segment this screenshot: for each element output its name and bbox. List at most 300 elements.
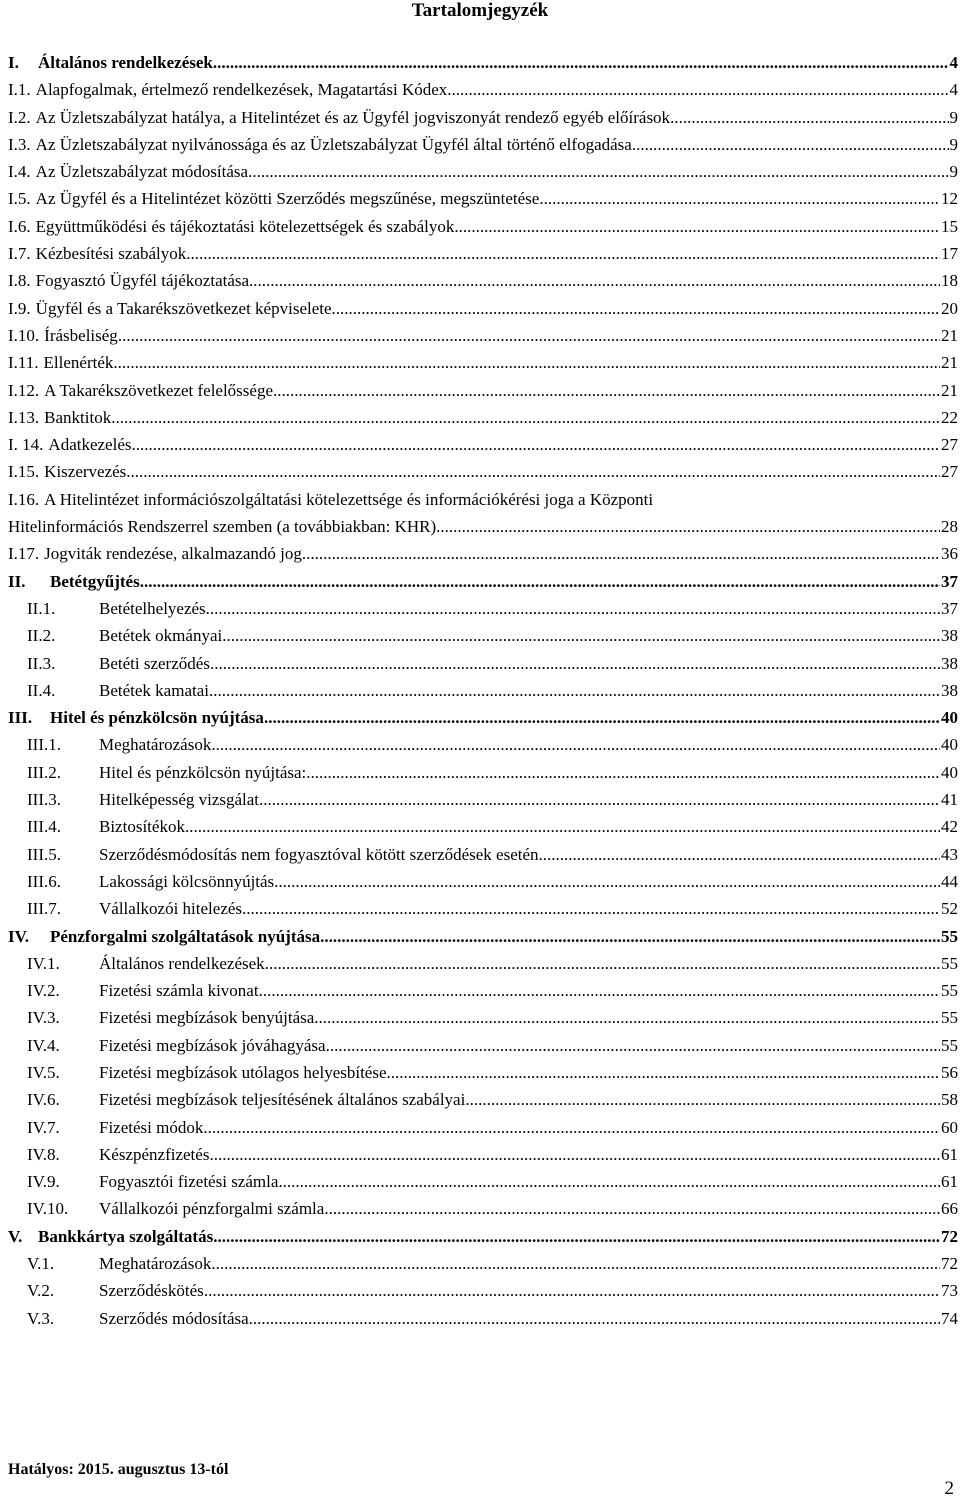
toc-entry-text: [8, 540, 302, 567]
leader-dots: [259, 981, 940, 1001]
leader-dots: [248, 162, 948, 182]
toc-entry[interactable]: [8, 404, 958, 431]
toc-entry-text: [8, 213, 454, 240]
toc-entry-page: 21: [941, 380, 958, 400]
toc-entry-label: Fizetési megbízások benyújtása: [99, 1008, 315, 1028]
toc-entry[interactable]: [8, 650, 958, 677]
toc-entry[interactable]: [8, 704, 958, 731]
toc-entry-page: 60: [941, 1117, 958, 1137]
toc-entry-text: [8, 895, 242, 922]
toc-entry-page: 55: [941, 926, 958, 946]
leader-dots: [140, 572, 940, 592]
toc-entry-number: IV.8.: [27, 1144, 60, 1164]
toc-entry-line: [8, 486, 958, 513]
leader-dots: [249, 271, 940, 291]
leader-dots: [306, 763, 940, 783]
leader-dots: [326, 1036, 940, 1056]
toc-entry[interactable]: [8, 786, 958, 813]
toc-entry-text: [8, 677, 209, 704]
toc-entry-text: [8, 786, 259, 813]
toc-entry-label: Fizetési megbízások utólagos helyesbítése: [99, 1062, 387, 1082]
toc-entry-line: [8, 950, 958, 977]
toc-entry[interactable]: [8, 76, 958, 103]
toc-entry-number: I. 14.: [8, 435, 44, 455]
toc-entry-page: 52: [941, 899, 958, 919]
toc-entry[interactable]: [8, 1223, 958, 1250]
leader-dots: [210, 654, 940, 674]
toc-entry-line: [8, 49, 958, 76]
toc-entry-number: I.13.: [8, 407, 40, 427]
leader-dots: [209, 1145, 940, 1165]
leader-dots: [242, 899, 940, 919]
toc-entry-label: Adatkezelés: [48, 435, 132, 455]
toc-entry-label: Fizetési módok: [99, 1117, 204, 1137]
toc-entry-label: Betétgyűjtés: [50, 571, 140, 591]
toc-entry-number: V.: [8, 1226, 23, 1246]
toc-entry-label: Írásbeliség: [44, 325, 118, 345]
toc-entry-page: 12: [941, 189, 958, 209]
toc-entry-label: Fogyasztó Ügyfél tájékoztatása: [35, 271, 250, 291]
toc-entry[interactable]: [8, 595, 958, 622]
toc-entry[interactable]: [8, 349, 958, 376]
toc-entry-line: [8, 267, 958, 294]
toc-entry-line: [8, 1250, 958, 1277]
toc-entry-number: II.: [8, 571, 26, 591]
leader-dots: [249, 1309, 940, 1329]
toc-entry-page: 40: [941, 735, 958, 755]
toc-entry-label: Kézbesítési szabályok: [35, 244, 187, 264]
toc-entry-label: Fogyasztói fizetési számla: [99, 1172, 279, 1192]
toc-entry[interactable]: [8, 158, 958, 185]
toc-entry-label: Az Üzletszabályzat módosítása: [35, 162, 249, 182]
toc-entry-line: [8, 1059, 958, 1086]
leader-dots: [454, 217, 940, 237]
leader-dots: [324, 1199, 940, 1219]
toc-entry[interactable]: [8, 677, 958, 704]
toc-entry-number: I.4.: [8, 162, 31, 182]
toc-entry-page: 38: [941, 680, 958, 700]
toc-entry-label: Hitel és pénzkölcsön nyújtása:: [99, 762, 307, 782]
toc-entry-page: 9: [949, 107, 958, 127]
toc-entry-page: 4: [949, 80, 958, 100]
toc-entry-line: [8, 977, 958, 1004]
toc-entry-page: 73: [941, 1281, 958, 1301]
toc-entry-label: Betétek kamatai: [99, 680, 209, 700]
toc-entry-line: [8, 677, 958, 704]
toc-entry-label: Vállalkozói pénzforgalmi számla: [99, 1199, 325, 1219]
toc-entry-label: Szerződésmódosítás nem fogyasztóval kötött szerződések esetén: [99, 844, 539, 864]
toc-entry[interactable]: [8, 131, 958, 158]
leader-dots: [203, 1118, 940, 1138]
toc-entry-number: III.4.: [27, 817, 61, 837]
toc-entry-line: [8, 1277, 958, 1304]
table-of-contents: [8, 49, 958, 1332]
toc-entry-text: [8, 76, 447, 103]
toc-entry-page: 27: [941, 435, 958, 455]
leader-dots: [211, 1254, 940, 1274]
toc-entry-line: [8, 759, 958, 786]
toc-entry-number: I.7.: [8, 244, 31, 264]
toc-entry[interactable]: [8, 950, 958, 977]
toc-entry[interactable]: [8, 377, 958, 404]
toc-entry-label: Ellenérték: [43, 353, 114, 373]
toc-entry-line: [8, 76, 958, 103]
toc-entry-line: [8, 131, 958, 158]
toc-entry-text: [8, 1223, 213, 1250]
toc-entry-page: 17: [941, 244, 958, 264]
toc-entry-line: [8, 895, 958, 922]
toc-entry-line: [8, 1004, 958, 1031]
toc-entry-number: I.6.: [8, 216, 31, 236]
toc-entry-line: [8, 786, 958, 813]
toc-entry-number: V.2.: [27, 1281, 55, 1301]
toc-entry-line: [8, 295, 958, 322]
toc-entry-line: [8, 1086, 958, 1113]
toc-entry-label: Biztosítékok: [99, 817, 185, 837]
toc-entry[interactable]: [8, 267, 958, 294]
leader-dots: [185, 817, 940, 837]
toc-entry[interactable]: [8, 1168, 958, 1195]
toc-entry[interactable]: [8, 540, 958, 567]
toc-entry-number: IV.10.: [27, 1199, 69, 1219]
toc-entry-number: I.2.: [8, 107, 31, 127]
toc-entry-line: [8, 1114, 958, 1141]
toc-entry-number: IV.5.: [27, 1062, 60, 1082]
leader-dots: [274, 872, 940, 892]
toc-entry-number: I.9.: [8, 298, 31, 318]
toc-entry-number: I.15.: [8, 462, 40, 482]
toc-entry-line: [8, 1141, 958, 1168]
toc-entry-text: [8, 49, 213, 76]
toc-entry-page: 55: [941, 981, 958, 1001]
toc-entry-line: [8, 923, 958, 950]
toc-entry-text: [8, 868, 274, 895]
toc-title: Tartalomjegyzék: [411, 0, 549, 21]
leader-dots: [265, 954, 940, 974]
toc-entry[interactable]: [8, 431, 958, 458]
leader-dots: [332, 299, 940, 319]
toc-entry-text: [8, 759, 306, 786]
leader-dots: [259, 790, 940, 810]
toc-entry-line: [8, 1168, 958, 1195]
leader-dots: [209, 681, 940, 701]
toc-entry-page: 9: [949, 162, 958, 182]
toc-entry-text: [8, 349, 113, 376]
toc-entry-page: 40: [941, 708, 958, 728]
toc-entry-label: Fizetési megbízások jóváhagyása: [99, 1035, 326, 1055]
toc-entry-line: [8, 377, 958, 404]
toc-entry-number: IV.9.: [27, 1172, 60, 1192]
toc-entry-number: V.1.: [27, 1254, 55, 1274]
leader-dots: [211, 735, 940, 755]
toc-entry-label: Hitelképesség vizsgálat: [99, 790, 260, 810]
toc-entry[interactable]: [8, 185, 958, 212]
toc-entry-text: [8, 1059, 387, 1086]
toc-entry-text: [8, 1086, 465, 1113]
toc-entry-number: IV.7.: [27, 1117, 60, 1137]
toc-entry-number: III.7.: [27, 899, 61, 919]
toc-entry-page: 38: [941, 653, 958, 673]
toc-entry-page: 37: [941, 598, 958, 618]
toc-entry-label-continued: Hitelinformációs Rendszerrel szemben (a továbbiakban: KHR): [8, 517, 437, 537]
toc-entry-text: [8, 104, 670, 131]
toc-entry-number: IV.2.: [27, 981, 60, 1001]
toc-entry-line: [8, 240, 958, 267]
toc-entry[interactable]: [8, 104, 958, 131]
toc-entry-text: [8, 595, 206, 622]
toc-entry-label: Jogviták rendezése, alkalmazandó jog: [44, 544, 302, 564]
toc-entry-line: [8, 349, 958, 376]
leader-dots: [314, 1008, 940, 1028]
toc-entry[interactable]: [8, 813, 958, 840]
leader-dots: [302, 544, 940, 564]
toc-entry[interactable]: [8, 841, 958, 868]
leader-dots: [320, 927, 940, 947]
toc-entry-line: [8, 158, 958, 185]
toc-entry[interactable]: [8, 295, 958, 322]
toc-entry-page: 74: [941, 1308, 958, 1328]
toc-entry-label: Kiszervezés: [44, 462, 127, 482]
leader-dots: [273, 381, 940, 401]
toc-entry[interactable]: [8, 1141, 958, 1168]
toc-entry-line: [8, 731, 958, 758]
toc-entry[interactable]: [8, 1086, 958, 1113]
toc-entry-text: [8, 650, 210, 677]
toc-entry-text: [8, 813, 185, 840]
toc-entry-number: I.3.: [8, 134, 31, 154]
toc-entry-text: [8, 431, 132, 458]
leader-dots: [264, 708, 940, 728]
toc-entry-text: [8, 131, 632, 158]
effective-date-footer: Hatályos: 2015. augusztus 13-tól: [8, 1461, 229, 1478]
toc-entry-page: 21: [941, 325, 958, 345]
toc-entry-label: Meghatározások: [99, 1254, 212, 1274]
toc-entry-page: 55: [941, 1008, 958, 1028]
toc-entry[interactable]: [8, 759, 958, 786]
toc-entry-page: 22: [941, 407, 958, 427]
toc-entry-text: [8, 404, 111, 431]
toc-entry-text: [8, 1195, 324, 1222]
toc-entry-label: Általános rendelkezések: [38, 53, 213, 72]
toc-entry-number: IV.1.: [27, 953, 60, 973]
toc-entry[interactable]: [8, 923, 958, 950]
toc-entry-line: [8, 513, 958, 540]
page-number: 2: [944, 1478, 954, 1499]
toc-entry[interactable]: [8, 1277, 958, 1304]
toc-entry-line: [8, 650, 958, 677]
toc-entry-label: Fizetési számla kivonat: [99, 981, 259, 1001]
toc-entry-line: [8, 622, 958, 649]
toc-entry-line: [8, 431, 958, 458]
leader-dots: [447, 80, 948, 100]
toc-entry-number: I.17.: [8, 544, 40, 564]
leader-dots: [670, 108, 948, 128]
toc-entry-page: 36: [941, 544, 958, 564]
toc-entry-label: Hitel és pénzkölcsön nyújtása: [50, 708, 264, 728]
toc-entry-label: Az Üzletszabályzat hatálya, a Hitelintézet és az Ügyfél jogviszonyát rendező egyéb előírások: [35, 107, 671, 127]
toc-entry-page: 38: [941, 626, 958, 646]
toc-entry-text: [8, 322, 118, 349]
toc-entry-page: 66: [941, 1199, 958, 1219]
leader-dots: [539, 189, 940, 209]
toc-entry-line: [8, 813, 958, 840]
toc-entry[interactable]: [8, 458, 958, 485]
toc-entry[interactable]: [8, 868, 958, 895]
toc-entry-line: [8, 568, 958, 595]
toc-entry-number: II.4.: [27, 680, 56, 700]
toc-entry-page: 56: [941, 1062, 958, 1082]
toc-entry-number: I.16.: [8, 489, 40, 509]
toc-entry[interactable]: [8, 622, 958, 649]
toc-entry-text: [8, 1277, 204, 1304]
leader-dots: [222, 626, 940, 646]
toc-entry-page: 40: [941, 762, 958, 782]
toc-entry-label: A Hitelintézet információszolgáltatási kötelezettsége és információkérési joga a Központi: [44, 489, 654, 509]
toc-entry-text: [8, 158, 248, 185]
toc-entry-page: 43: [941, 844, 958, 864]
toc-entry[interactable]: [8, 1305, 958, 1332]
leader-dots: [118, 326, 940, 346]
leader-dots: [113, 353, 940, 373]
toc-entry-page: 61: [941, 1144, 958, 1164]
toc-entry-label: Alapfogalmak, értelmező rendelkezések, Magatartási Kódex: [35, 80, 448, 100]
toc-entry-text: [8, 1168, 278, 1195]
toc-entry-text: [8, 1004, 314, 1031]
toc-entry-text: [8, 1250, 211, 1277]
toc-entry[interactable]: [8, 322, 958, 349]
toc-entry-page: 20: [941, 298, 958, 318]
toc-entry-number: II.3.: [27, 653, 56, 673]
toc-entry-line: [8, 1223, 958, 1250]
toc-entry-page: 28: [941, 517, 958, 537]
toc-entry-page: 4: [949, 53, 958, 72]
toc-entry-label: Meghatározások: [99, 735, 212, 755]
toc-entry-page: 42: [941, 817, 958, 837]
toc-entry-label: Általános rendelkezések: [99, 953, 265, 973]
toc-entry-text: [8, 1141, 209, 1168]
toc-entry-label: Pénzforgalmi szolgáltatások nyújtása: [50, 926, 321, 946]
toc-entry-text: [8, 295, 332, 322]
toc-entry-label: Banktitok: [44, 407, 112, 427]
toc-entry-text: [8, 977, 259, 1004]
toc-entry-line: [8, 458, 958, 485]
toc-entry-line: [8, 404, 958, 431]
toc-entry-page: 37: [941, 571, 958, 591]
toc-entry-number: III.2.: [27, 762, 61, 782]
toc-entry[interactable]: [8, 1114, 958, 1141]
toc-entry[interactable]: [8, 977, 958, 1004]
toc-entry-page: 58: [941, 1090, 958, 1110]
toc-entry-text: [8, 568, 140, 595]
toc-entry-number: III.: [8, 708, 33, 728]
toc-entry-text: [8, 458, 126, 485]
toc-entry[interactable]: [8, 486, 958, 541]
toc-entry-text: [8, 704, 264, 731]
toc-entry-page: 55: [941, 1035, 958, 1055]
toc-entry-page: 61: [941, 1172, 958, 1192]
toc-entry-label: Készpénzfizetés: [99, 1144, 210, 1164]
toc-entry[interactable]: [8, 1195, 958, 1222]
toc-entry-text: [8, 923, 320, 950]
toc-entry-number: II.2.: [27, 626, 56, 646]
toc-entry-label: Szerződéskötés: [99, 1281, 204, 1301]
toc-entry[interactable]: [8, 213, 958, 240]
toc-entry-label: Szerződés módosítása: [99, 1308, 249, 1328]
toc-entry[interactable]: [8, 1004, 958, 1031]
toc-entry-label: Bankkártya szolgáltatás: [38, 1226, 214, 1246]
toc-entry[interactable]: [8, 49, 958, 76]
toc-entry-page: 27: [941, 462, 958, 482]
toc-entry-label: Vállalkozói hitelezés: [99, 899, 243, 919]
toc-entry-text: [8, 267, 249, 294]
toc-entry-number: III.1.: [27, 735, 61, 755]
leader-dots: [186, 244, 940, 264]
leader-dots: [436, 517, 940, 537]
toc-entry[interactable]: [8, 1032, 958, 1059]
toc-entry-line: [8, 322, 958, 349]
toc-entry-text: [8, 377, 273, 404]
toc-entry-text: [8, 622, 222, 649]
leader-dots: [132, 435, 941, 455]
toc-entry-number: I.10.: [8, 325, 40, 345]
toc-entry-page: 18: [941, 271, 958, 291]
toc-entry-number: III.6.: [27, 871, 61, 891]
leader-dots: [278, 1172, 940, 1192]
toc-entry-line: [8, 1305, 958, 1332]
toc-entry-label: Ügyfél és a Takarékszövetkezet képviselete: [35, 298, 332, 318]
toc-entry-number: IV.: [8, 926, 29, 946]
leader-dots: [111, 408, 940, 428]
toc-entry-line: [8, 104, 958, 131]
toc-entry-page: 9: [949, 134, 958, 154]
toc-entry-page: 72: [941, 1254, 958, 1274]
toc-entry-line: [8, 704, 958, 731]
toc-entry-label: Betéti szerződés: [99, 653, 210, 673]
toc-entry-text: [8, 240, 186, 267]
toc-entry-number: IV.3.: [27, 1008, 60, 1028]
toc-entry[interactable]: [8, 731, 958, 758]
toc-entry[interactable]: [8, 240, 958, 267]
toc-entry-page: 72: [941, 1226, 958, 1246]
toc-entry-line: [8, 1195, 958, 1222]
toc-entry-label: Az Üzletszabályzat nyilvánossága és az Üzletszabályzat Ügyfél által történő elfogadása: [35, 134, 632, 154]
toc-entry-page: 55: [941, 953, 958, 973]
toc-entry-text: [8, 1305, 249, 1332]
toc-entry-text: [8, 185, 539, 212]
toc-entry-text: [8, 950, 265, 977]
toc-entry-text: [8, 1032, 326, 1059]
toc-entry-line: [8, 185, 958, 212]
toc-entry-line: [8, 540, 958, 567]
toc-entry-label: Fizetési megbízások teljesítésének általános szabályai: [99, 1090, 466, 1110]
toc-entry-line: [8, 868, 958, 895]
toc-entry[interactable]: [8, 1250, 958, 1277]
leader-dots: [213, 53, 949, 73]
toc-entry-label: Betételhelyezés: [99, 598, 206, 618]
toc-entry-label: Az Ügyfél és a Hitelintézet közötti Szerződés megszűnése, megszüntetése: [35, 189, 540, 209]
toc-entry-number: I.: [8, 53, 19, 72]
toc-entry-line: [8, 1032, 958, 1059]
toc-entry[interactable]: [8, 568, 958, 595]
toc-entry-line: [8, 213, 958, 240]
toc-entry[interactable]: [8, 895, 958, 922]
toc-entry-number: V.3.: [27, 1308, 55, 1328]
toc-entry-page: 44: [941, 871, 958, 891]
toc-entry-number: I.12.: [8, 380, 40, 400]
toc-entry[interactable]: [8, 1059, 958, 1086]
toc-entry-text: [8, 1114, 203, 1141]
leader-dots: [206, 599, 940, 619]
